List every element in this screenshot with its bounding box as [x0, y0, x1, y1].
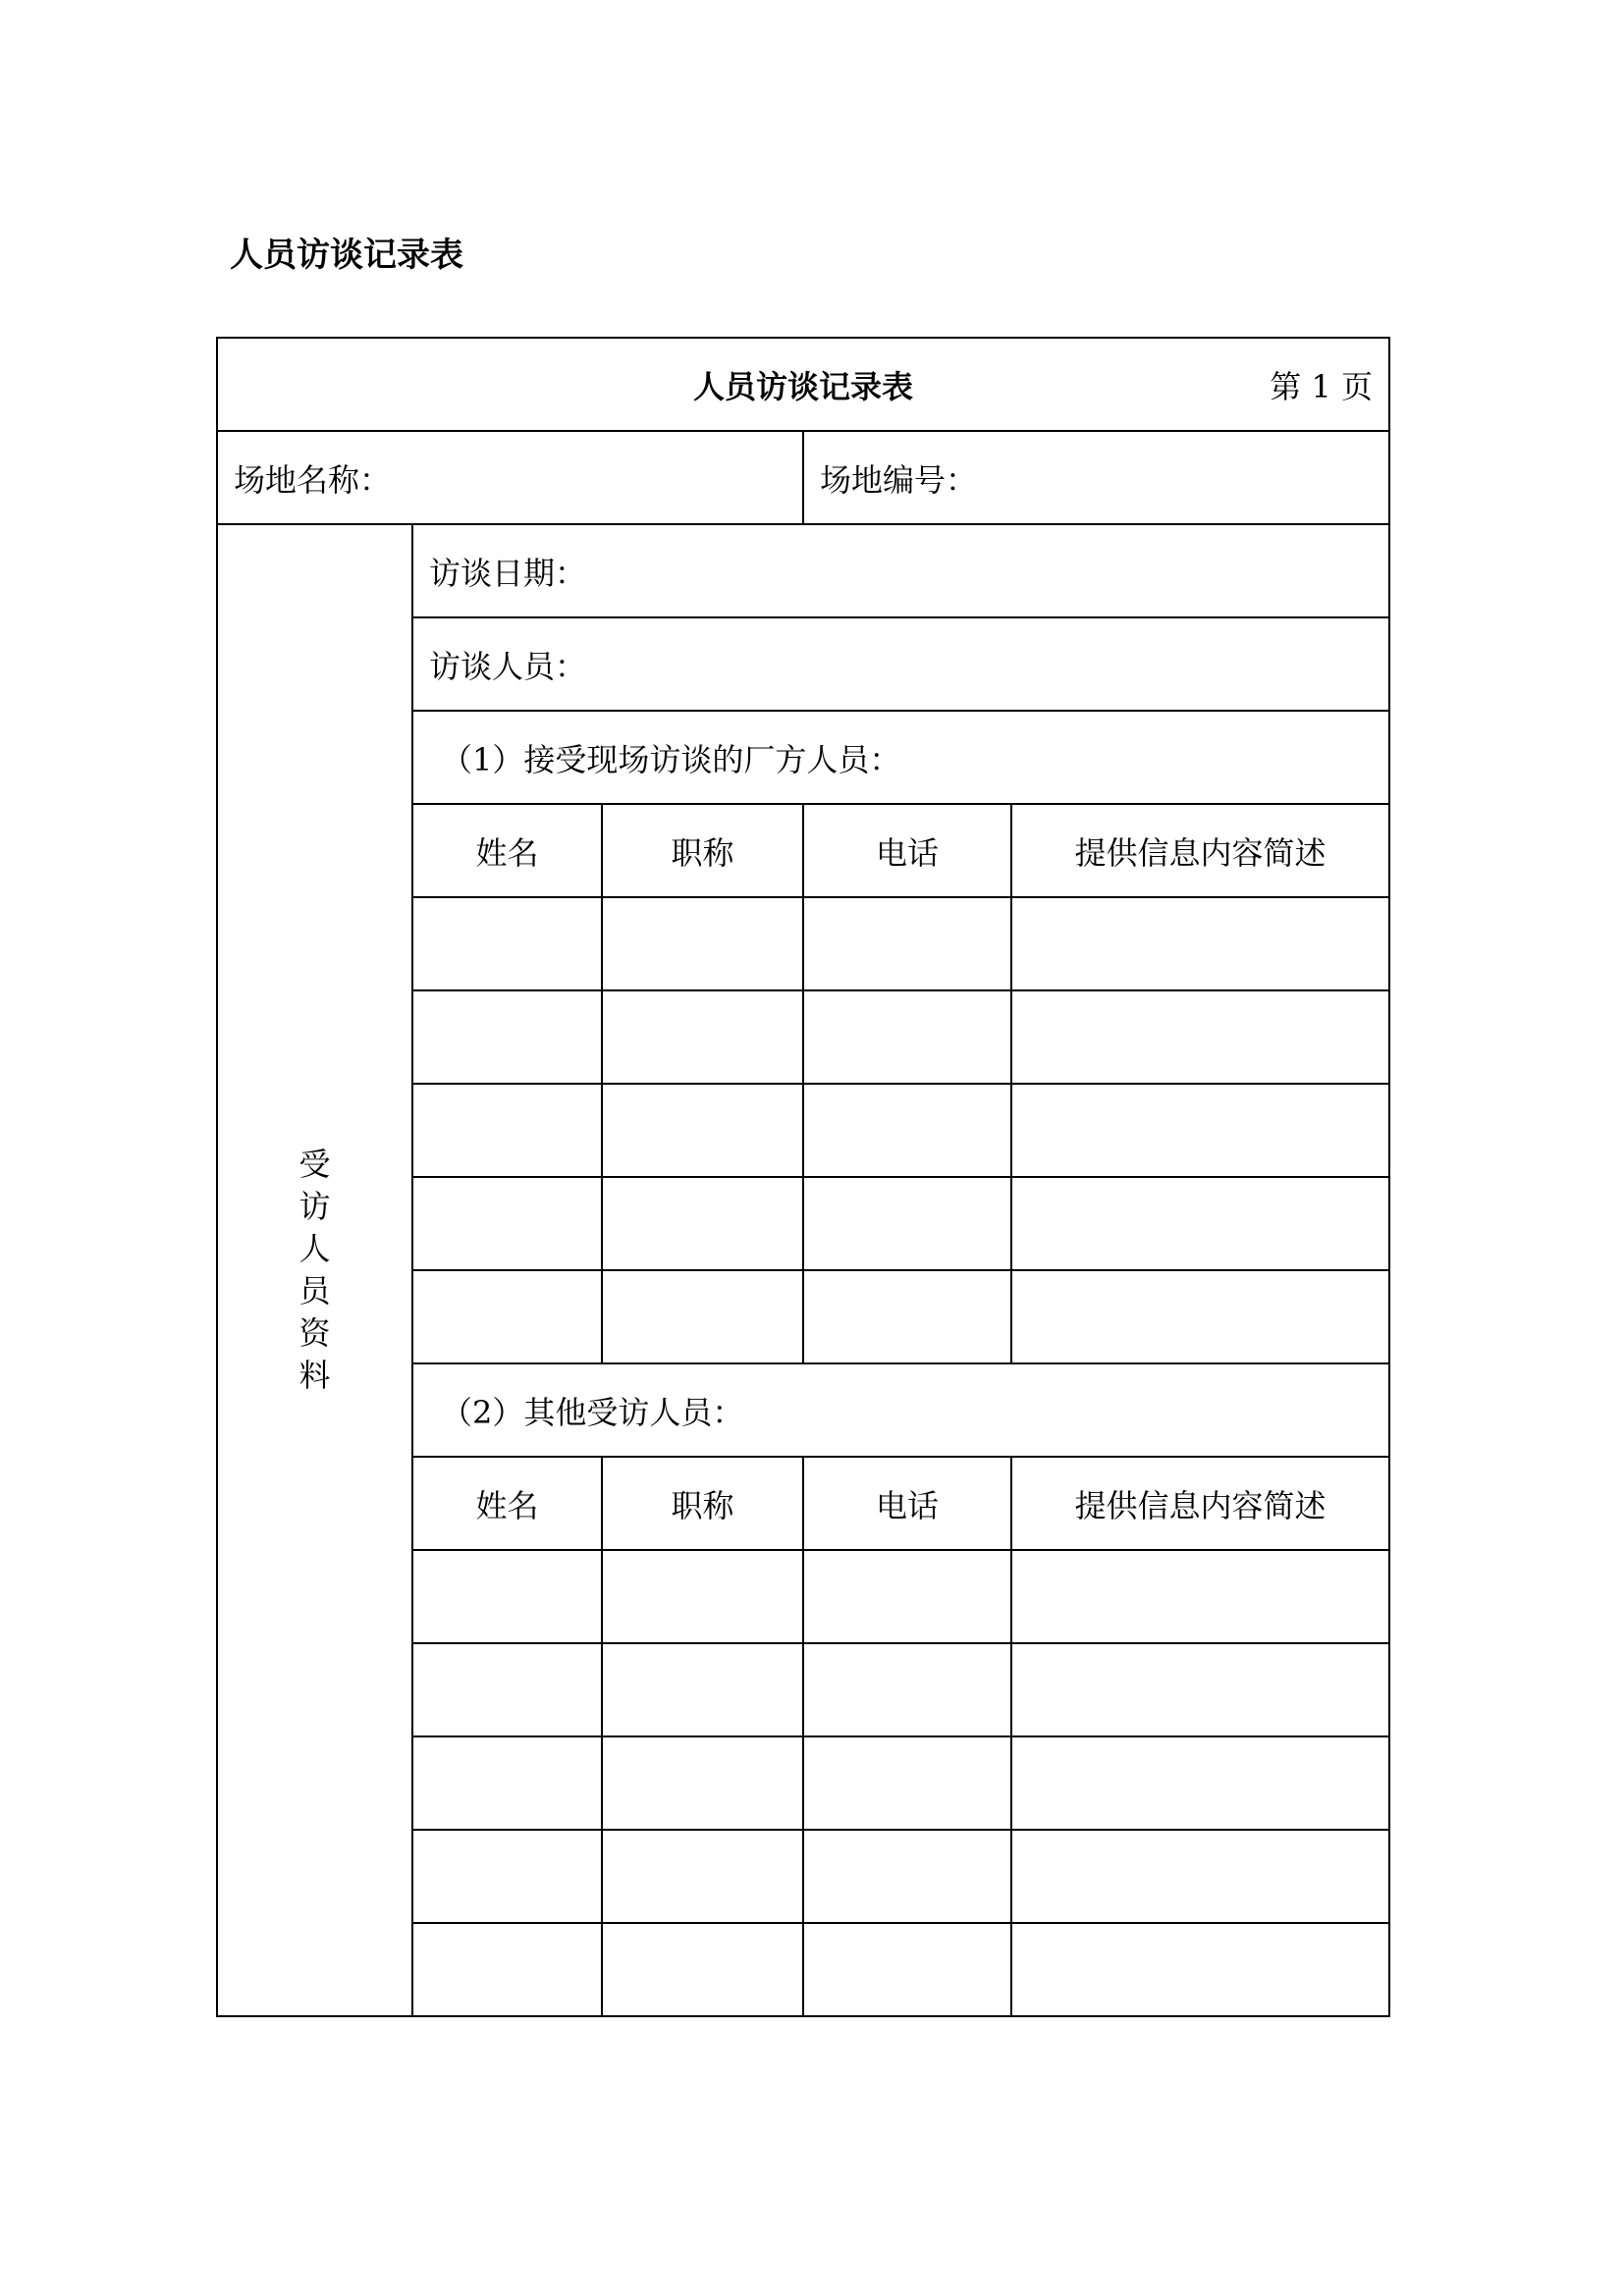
site-code-label: 场地编号：: [820, 460, 978, 499]
section2-heading: （2）其他受访人员：: [412, 1363, 1389, 1457]
info-cell[interactable]: [1011, 897, 1389, 990]
side-label-char: 资: [298, 1314, 331, 1352]
info-cell[interactable]: [1011, 1923, 1389, 2016]
phone-cell[interactable]: [803, 1270, 1011, 1363]
column-header-phone: 电话: [803, 1457, 1011, 1550]
phone-cell[interactable]: [803, 1084, 1011, 1177]
phone-cell[interactable]: [803, 1550, 1011, 1643]
title-cell[interactable]: [602, 1643, 803, 1736]
side-label-char: 人: [298, 1230, 331, 1267]
title-cell[interactable]: [602, 897, 803, 990]
info-cell[interactable]: [1011, 1830, 1389, 1923]
column-header-info: 提供信息内容简述: [1011, 804, 1389, 897]
name-cell[interactable]: [412, 897, 602, 990]
interview-record-table: [216, 337, 1390, 2017]
site-row: [217, 431, 1389, 524]
interviewer-field[interactable]: [412, 617, 1389, 711]
info-cell[interactable]: [1011, 990, 1389, 1084]
name-cell[interactable]: [412, 1084, 602, 1177]
column-header-name: 姓名: [412, 1457, 602, 1550]
side-label-char: 访: [298, 1188, 331, 1225]
title-cell[interactable]: [602, 1084, 803, 1177]
table-title: 人员访谈记录表: [692, 367, 913, 405]
phone-cell[interactable]: [803, 1830, 1011, 1923]
interviewer-label: 访谈人员：: [429, 647, 587, 685]
info-cell[interactable]: [1011, 1736, 1389, 1830]
column-header-name: 姓名: [412, 804, 602, 897]
side-label-char: 料: [298, 1357, 331, 1394]
phone-cell[interactable]: [803, 1923, 1011, 2016]
info-cell[interactable]: [1011, 1177, 1389, 1270]
site-code-field[interactable]: [803, 431, 1389, 524]
phone-cell[interactable]: [803, 1643, 1011, 1736]
info-cell[interactable]: [1011, 1084, 1389, 1177]
table-title-row: [217, 338, 1389, 431]
table-title-cell: [217, 338, 1389, 431]
name-cell[interactable]: [412, 1643, 602, 1736]
phone-cell[interactable]: [803, 990, 1011, 1084]
site-name-label: 场地名称：: [234, 460, 392, 499]
interview-date-field[interactable]: [412, 524, 1389, 617]
name-cell[interactable]: [412, 1550, 602, 1643]
title-cell[interactable]: [602, 1270, 803, 1363]
info-cell[interactable]: [1011, 1550, 1389, 1643]
title-cell[interactable]: [602, 1550, 803, 1643]
column-header-title: 职称: [602, 804, 803, 897]
title-cell[interactable]: [602, 1923, 803, 2016]
title-cell[interactable]: [602, 1177, 803, 1270]
title-cell[interactable]: [602, 990, 803, 1084]
title-cell[interactable]: [602, 1736, 803, 1830]
side-label-char: 受: [298, 1146, 331, 1183]
title-cell[interactable]: [602, 1830, 803, 1923]
name-cell[interactable]: [412, 1177, 602, 1270]
name-cell[interactable]: [412, 1736, 602, 1830]
column-header-info: 提供信息内容简述: [1011, 1457, 1389, 1550]
info-cell[interactable]: [1011, 1270, 1389, 1363]
column-header-title: 职称: [602, 1457, 803, 1550]
side-label-cell: [217, 524, 412, 2016]
interview-date-label: 访谈日期：: [429, 554, 587, 592]
phone-cell[interactable]: [803, 1177, 1011, 1270]
name-cell[interactable]: [412, 990, 602, 1084]
document-title: 人员访谈记录表: [230, 236, 463, 275]
info-cell[interactable]: [1011, 1643, 1389, 1736]
phone-cell[interactable]: [803, 1736, 1011, 1830]
name-cell[interactable]: [412, 1830, 602, 1923]
side-label-char: 员: [298, 1272, 331, 1309]
interview-date-row: [217, 524, 1389, 617]
name-cell[interactable]: [412, 1923, 602, 2016]
page-number: 第 1 页: [1270, 367, 1373, 405]
name-cell[interactable]: [412, 1270, 602, 1363]
phone-cell[interactable]: [803, 897, 1011, 990]
site-name-field[interactable]: [217, 431, 803, 524]
section1-heading: （1）接受现场访谈的厂方人员：: [412, 711, 1389, 804]
column-header-phone: 电话: [803, 804, 1011, 897]
